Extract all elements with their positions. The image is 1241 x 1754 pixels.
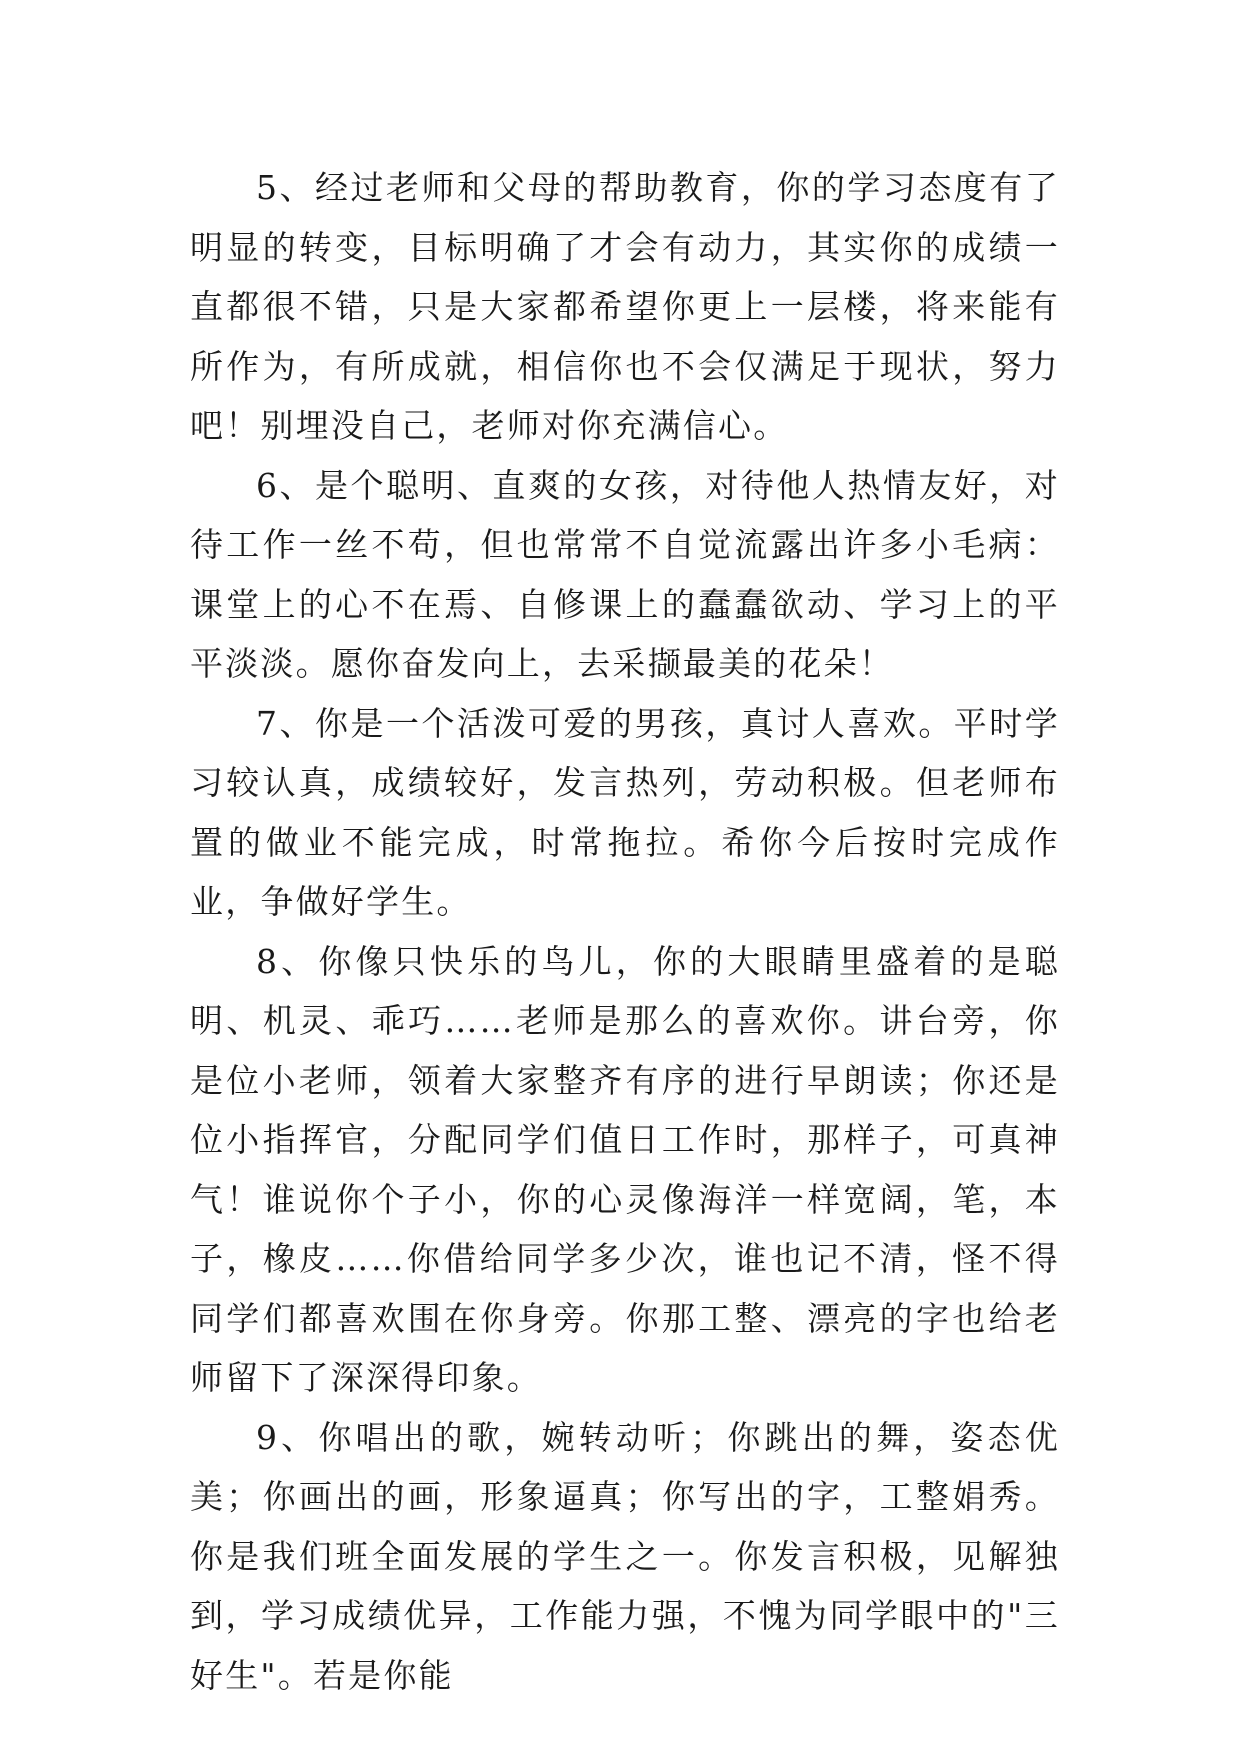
paragraph-7: 7、你是一个活泼可爱的男孩，真讨人喜欢。平时学习较认真，成绩较好，发言热列，劳动积极。但老师布置的做业不能完成，时常拖拉。希你今后按时完成作业，争做好学生。	[190, 703, 1060, 921]
paragraph-9: 9、你唱出的歌，婉转动听；你跳出的舞，姿态优美；你画出的画，形象逼真；你写出的字，工整娟秀。你是我们班全面发展的学生之一。你发言积极，见解独到，学习成绩优异，工作能力强，不愧为同学眼中的"三好生"。若是你能	[190, 1417, 1060, 1695]
paragraph-5: 5、经过老师和父母的帮助教育，你的学习态度有了明显的转变，目标明确了才会有动力，其实你的成绩一直都很不错，只是大家都希望你更上一层楼，将来能有所作为，有所成就，相信你也不会仅满足于现状，努力吧！别埋没自己，老师对你充满信心。	[190, 168, 1060, 445]
document-body	[190, 158, 1060, 1705]
paragraph-6: 6、是个聪明、直爽的女孩，对待他人热情友好，对待工作一丝不苟，但也常常不自觉流露出许多小毛病：课堂上的心不在焉、自修课上的蠢蠢欲动、学习上的平平淡淡。愿你奋发向上，去采撷最美的花朵！	[190, 465, 1060, 683]
paragraph-8: 8、你像只快乐的鸟儿，你的大眼睛里盛着的是聪明、机灵、乖巧……老师是那么的喜欢你。讲台旁，你是位小老师，领着大家整齐有序的进行早朗读；你还是位小指挥官，分配同学们值日工作时，那样子，可真神气！谁说你个子小，你的心灵像海洋一样宽阔，笔，本子，橡皮……你借给同学多少次，谁也记不清，怪不得同学们都喜欢围在你身旁。你那工整、漂亮的字也给老师留下了深深得印象。	[190, 941, 1060, 1397]
